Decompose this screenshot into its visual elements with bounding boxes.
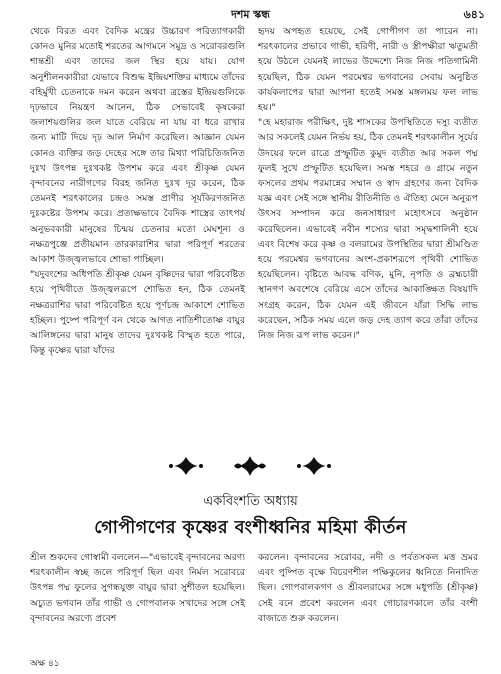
running-title: দশম স্কন্ধ — [231, 8, 270, 21]
ornament-left-icon — [168, 455, 204, 477]
right-column-bottom — [258, 550, 478, 668]
left-column-top — [30, 24, 245, 454]
section-ornament — [0, 455, 501, 479]
paragraph: করলেন। বৃন্দাবনের সরোবর, নদী ও পর্বতসকল মত্ত ভ্রমর এবং পুষ্পিত বৃক্ষে বিচরণশীল পক্ষিকুলের ধ্বনিতে নিনাদিত ছিল। গোপবালকগণ ও শ্রীবলরামের সঙ্গে মধুপতি (শ্রীকৃষ্ণ) সেই বনে প্রবেশ করলেন এবং গোচারণকালে তাঁর বংশী বাজাতে শুরু করলেন। — [258, 552, 478, 624]
paragraph: "হে মহারাজ পরীক্ষিৎ, দুষ্ট শাসকের উপস্থিতিতে দস্যু ব্যতীত আর সকলেই যেমন নির্ভয় হয়, ঠিক তেমনই শরৎকালীন সূর্যের উদয়ের ফলে রাত্রে প্রস্ফুটিত কুমুদ ব্যতীত আর সকল পদ্ম ফুলই সুখে প্রস্ফুটিত হয়েছিল। সমস্ত শহরে ও গ্রামে নতুন ফসলের প্রথম পরমান্নের সম্মান ও স্বাদ গ্রহণের জন্য বৈদিক যজ্ঞ এবং সেই সঙ্গে স্থানীয় রীতিনীতি ও ঐতিহ্য মেনে অনুরূপ উৎসব সম্পাদন করে জনসাধারণ মহোৎসবে অনুষ্ঠান করেছিলেন। এভাবেই নবীন শস্যের দ্বারা সমৃদ্ধশালিনী হয়ে এবং বিশেষ করে কৃষ্ণ ও বলরামের উপস্থিতির দ্বারা শ্রীমণ্ডিত হয়ে পরমেশ্বর ভগবানের অংশ-প্রকাশরূপে পৃথিবী শোভিত হয়েছিলেন। বৃষ্টিতে আবদ্ধ বণিক, মুনি, নৃপতি ও ব্রহ্মচারী স্থানগণ অবশেষে বেরিয়ে এসে তাঁদের আকাঙ্ক্ষিত বিষয়াদি সংগ্রহ করেন, ঠিক যেমন এই জীবনে যাঁরা সিদ্ধি লাভ করেছেন, সঠিক সময় এলে জড় দেহ ত্যাগ করে তাঁরা তাঁদের নিজ নিজ রূপ লাভ করেন।" — [258, 117, 478, 342]
paragraph: থেকে বিরত এবং বৈদিক মন্ত্রের উচ্চারণ পরিত্যাগকারী কোনও মুনির মতোই শরতের আগমনে সমুদ্র ও সরোবরগুলি শান্তশ্রী এবং তাদের জল স্থির হয়ে যায়। যোগ অনুশীলনকারীরা যেভাবে বিশুদ্ধ ইন্দ্রিয়শক্তির মাধ্যমে তাঁদের বহির্মুখী চেতনাকে দমন করেন অথবা ত্রস্তের ইন্দ্রিয়গুলিকে দৃঢ়ভাবে নিয়ন্ত্রণ আনেন, ঠিক সেভাবেই কৃষকেরা জলাশয়গুলির জল যাতে বেরিয়ে না যায় বা ধরে রাখার জন্য মাটি দিয়ে দৃঢ় আল নির্মাণ করেছিল। আজ্ঞান যেমন কোনও ব্যক্তির জড় দেহের সঙ্গে তার মিথ্যা পরিচিতিজনিত দুঃখ উৎপন্ন দুঃখকষ্ট উপশম করে এবং শ্রীকৃষ্ণ যেমন বৃন্দাবনের নারীগণের বিরহ জনিত দুঃখ দূর করেন, ঠিক তেমনই শরৎকালের চন্দ্রও সমস্ত প্রাণীর সূর্যকিরণজনিত দুঃকষ্টের উপশম করে। প্রত্যক্ষভাবে বৈদিক শাস্ত্রের তাৎপর্য অনুভবকারী মানুষের চিন্ময় চেতনার মতো মেঘশূন্য ও নক্ষত্রপুঞ্জে প্রতীয়মান তারকারাশির দ্বারা পরিপূর্ণ শরতের আকাশ উজ্জ্বলভাবে শোভা পাচ্ছিল। — [30, 26, 245, 266]
left-column-bottom — [30, 550, 245, 668]
chapter-title: গোপীগণের কৃষ্ণের বংশীধ্বনির মহিমা কীর্তন — [94, 518, 407, 538]
footer-signature: অক্ষ ৪১ — [30, 659, 60, 669]
paragraph: "যদুবংশের অধিপতি শ্রীকৃষ্ণ যেমন বৃষ্ণিদের দ্বারা পরিবেষ্টিত হয়ে পৃথিবীতে উজ্জ্বলরূপে শোভিত হন, ঠিক তেমনই নক্ষত্ররাশির দ্বারা পরিবেষ্টিত হয়ে পূর্ণচন্দ্র আকাশে শোভিত হচ্ছিল। পুষ্পে পরিপূর্ণ বন থেকে আগত নাতিশীতোষ্ণ বায়ুর আলিঙ্গনের দ্বারা মানুষ তাদের দুঃখকষ্ট বিস্মৃত হতে পারে, কিন্তু কৃষ্ণের দ্বারা যাঁদের — [30, 269, 245, 357]
paragraph: শ্রীল শুকদেব গোস্বামী বললেন—"এভাবেই বৃন্দাবনের অরণ্য শরৎকালীন স্বচ্ছ জলে পরিপূর্ণ ছিল এবং নির্মল সরোবরে উৎপন্ন পদ্ম ফুলের সুগন্ধযুক্ত বায়ুর দ্বারা সুশীতল হয়েছিল। অচ্যুত ভগবান তাঁর গাভী ও গোপবালক সখাদের সঙ্গে সেই বৃন্দাবনের অরণ্যে প্রবেশ — [30, 552, 245, 624]
paragraph: হৃদয় অপহৃত হয়েছে, সেই গোপীগণ তা পারেন না। শরৎকালের প্রভাবে গাভী, হরিণী, নারী ও স্ত্রীপক্ষীরা ঋতুমতী হয়ে উঠলে যেমনই লাভের উদ্দেশ্যে নিজ নিজ পতিগামিনী হয়েছিল, ঠিক যেমন পরমেশ্বর ভগবানের সেবায় অনুষ্ঠিত কার্যকলাপের দ্বারা আপনা হতেই সমস্ত মঙ্গলময় ফল লাভ হয়।" — [258, 26, 478, 114]
right-column-top — [258, 24, 478, 454]
running-head — [0, 6, 501, 22]
ornament-center-icon — [232, 455, 268, 477]
ornament-right-icon — [296, 455, 332, 477]
page-number: ৬৪১ — [463, 8, 485, 21]
chapter-number: একবিংশতি অধ্যায় — [203, 494, 298, 509]
